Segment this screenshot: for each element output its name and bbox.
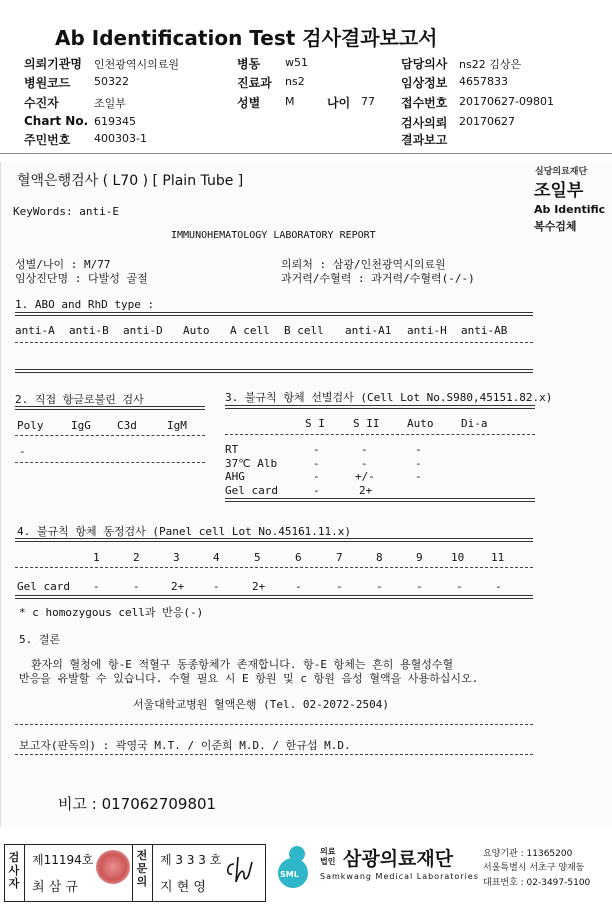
screening-col-s1: S I (305, 417, 325, 430)
abo-col-a-cell: A cell (230, 324, 270, 337)
panel-result: - (336, 580, 343, 593)
header-value-department: ns2 (285, 75, 305, 88)
divider (225, 434, 535, 435)
header-label-clinical-info: 임상정보 (401, 76, 448, 90)
header-value-resident-no: 400303-1 (94, 132, 147, 145)
panel-result: - (213, 580, 220, 593)
header-value-test-request: 20170627 (459, 115, 515, 128)
specialist-label: 전문의 (136, 849, 148, 888)
screening-cell: - (361, 457, 368, 470)
abo-rhd-title: 1. ABO and RhD type : (15, 298, 155, 311)
abo-col-anti-a: anti-A (15, 324, 55, 337)
divider (15, 754, 533, 755)
screening-cell: +/- (355, 470, 375, 483)
report-title: Ab Identification Test 검사결과보고서 (55, 26, 438, 50)
org-name: 삼광의료재단 (343, 848, 454, 870)
screening-cell: - (313, 457, 320, 470)
divider (15, 462, 205, 463)
diagnosis: 임상진단명 : 다발성 골절 (15, 272, 148, 285)
screening-col-auto: Auto (407, 417, 434, 430)
panel-cell-number: 2 (133, 551, 140, 564)
divider (15, 435, 205, 436)
dat-col-poly: Poly (17, 419, 44, 432)
panel-result: - (93, 580, 100, 593)
sml-logo-icon (273, 842, 317, 892)
org-english-name: Samkwang Medical Laboratories (320, 872, 479, 881)
conclusion-title: 5. 결론 (19, 633, 61, 646)
header-label-sex: 성별 (237, 96, 261, 110)
abo-col-anti-d: anti-D (123, 324, 163, 337)
blood-bank-contact: 서울대학교병원 혈액은행 (Tel. 02-2072-2504) (133, 698, 389, 711)
header-label-doctor: 담당의사 (401, 57, 448, 71)
abo-col-anti-h: anti-H (407, 324, 447, 337)
header-value-hospital-code: 50322 (94, 75, 129, 88)
dat-title: 2. 직접 항글로불린 검사 (15, 393, 144, 406)
dat-col-c3d: C3d (117, 419, 137, 432)
red-seal-icon (96, 850, 130, 884)
header-value-institution: 인천광역시의료원 (94, 58, 180, 71)
panel-result: - (376, 580, 383, 593)
panel-cell-number: 10 (451, 551, 465, 564)
screening-cell: - (415, 443, 422, 456)
panel-title: 4. 불규칙 항체 동정검사 (Panel cell Lot No.45161.11.x) (17, 525, 352, 538)
panel-result: - (416, 580, 423, 593)
panel-cell-number: 11 (491, 551, 505, 564)
abo-col-b-cell: B cell (284, 324, 324, 337)
panel-result: 2+ (171, 580, 185, 593)
divider (15, 369, 533, 373)
inspector-name: 최 삼 규 (32, 880, 78, 895)
header-label-institution: 의뢰기관명 (24, 57, 82, 71)
divider (15, 595, 533, 599)
header-label-test-request: 검사의뢰 (401, 116, 448, 130)
panel-result: 2+ (252, 580, 266, 593)
header-label-receipt-no: 접수번호 (401, 96, 448, 110)
panel-result: - (495, 580, 502, 593)
divider (24, 844, 25, 902)
panel-cell-number: 3 (173, 551, 180, 564)
screening-title: 3. 불규칙 항체 선별검사 (Cell Lot No.S980,45151.82.x) (225, 391, 553, 404)
screening-col-dia: Di-a (461, 417, 488, 430)
header-divider (0, 153, 612, 154)
org-prefix: 의료법인 (320, 847, 336, 866)
divider (15, 312, 533, 316)
screening-cell: - (313, 443, 320, 456)
section-title: 혈액은행검사 ( L70 ) [ Plain Tube ] (17, 173, 244, 189)
dat-col-igm: IgM (167, 419, 187, 432)
divider (225, 498, 535, 502)
dat-value: - (19, 445, 26, 458)
panel-cell-number: 4 (213, 551, 220, 564)
panel-result: - (295, 580, 302, 593)
abo-col-anti-b: anti-B (69, 324, 109, 337)
panel-result: - (456, 580, 463, 593)
header-label-department: 진료과 (237, 76, 272, 90)
transfusion-history: 과거력/수혈력 : 과거력/수혈력(-/-) (281, 272, 475, 285)
panel-cell-number: 7 (336, 551, 343, 564)
org-address: 서울특별시 서초구 양재동 (483, 863, 585, 873)
org-logo-text: SML (280, 870, 299, 879)
stamp-patient-name: 조일부 (534, 181, 584, 201)
divider (15, 342, 533, 343)
header-label-hospital-code: 병원코드 (24, 76, 71, 90)
header-label-patient: 수진자 (24, 96, 59, 110)
specialist-name: 지 현 영 (160, 880, 206, 895)
divider (15, 567, 533, 568)
stamp-test-name: Ab Identific (534, 203, 606, 216)
header-value-ward: w51 (285, 56, 308, 69)
header-value-age: 77 (361, 95, 375, 108)
divider (15, 406, 205, 410)
screening-cell: - (415, 457, 422, 470)
screening-row-label: 37℃ Alb (225, 457, 278, 470)
panel-cell-number: 8 (376, 551, 383, 564)
remark: 비고 : 017062709801 (58, 795, 217, 813)
header-value-sex: M (285, 95, 295, 108)
abo-col-anti-ab: anti-AB (461, 324, 508, 337)
footer (0, 838, 612, 907)
header-label-chart-no: Chart No. (24, 114, 89, 128)
divider (152, 844, 153, 902)
dat-col-igg: IgG (71, 419, 91, 432)
sex-age: 성별/나이 : M/77 (15, 258, 111, 271)
header-value-clinical-info: 4657833 (459, 75, 508, 88)
signature-icon (222, 852, 262, 888)
header-label-age: 나이 (327, 96, 351, 110)
stamp-multiple-sample: 복수검체 (534, 220, 577, 233)
panel-cell-number: 9 (416, 551, 423, 564)
screening-cell: - (361, 443, 368, 456)
requester: 의뢰처 : 삼광/인천광역시의료원 (281, 258, 446, 271)
header-label-result-report: 결과보고 (401, 133, 448, 147)
org-code: 요양기관 : 11365200 (483, 849, 573, 859)
conclusion-line-2: 반응을 유발할 수 있습니다. 수혈 필요 시 E 항원 및 c 항원 음성 혈액을 사용하십시오. (19, 672, 479, 685)
divider (15, 538, 533, 542)
abo-col-anti-a1: anti-A1 (345, 324, 392, 337)
header-label-resident-no: 주민번호 (24, 133, 71, 147)
screening-col-s2: S II (353, 417, 380, 430)
screening-row-label: RT (225, 443, 239, 456)
scanned-report (0, 162, 612, 827)
keywords: KeyWords: anti-E (13, 205, 119, 218)
divider (15, 724, 533, 725)
header-value-doctor: ns22 김상은 (459, 58, 522, 71)
panel-row-label: Gel card (17, 580, 70, 593)
inspector-license: 제11194호 (32, 853, 94, 867)
header-label-ward: 병동 (237, 57, 261, 71)
abo-col-auto: Auto (183, 324, 210, 337)
divider (132, 844, 133, 902)
stamp-org: 실당의료재단 (535, 167, 588, 177)
screening-cell: - (313, 484, 320, 497)
reporters: 보고자(판독의) : 곽영국 M.T. / 이준희 M.D. / 한규섭 M.D. (19, 739, 351, 752)
screening-row-label: Gel card (225, 484, 278, 497)
screening-cell: 2+ (359, 484, 373, 497)
conclusion-line-1: 환자의 혈청에 항-E 적혈구 동종항체가 존재합니다. 항-E 항체는 흔히 용혈성수혈 (31, 658, 454, 671)
header-value-patient: 조일부 (94, 97, 126, 110)
divider (225, 405, 535, 409)
panel-cell-number: 5 (254, 551, 261, 564)
header-value-receipt-no: 20170627-09801 (459, 95, 554, 108)
header-value-chart-no: 619345 (94, 115, 136, 128)
inspector-label: 검사자 (8, 851, 20, 890)
screening-row-label: AHG (225, 470, 245, 483)
report-heading: IMMUNOHEMATOLOGY LABORATORY REPORT (171, 230, 376, 241)
screening-cell: - (415, 470, 422, 483)
panel-result: - (133, 580, 140, 593)
panel-note: * c homozygous cell과 반응(-) (19, 606, 204, 619)
screening-cell: - (313, 470, 320, 483)
specialist-license: 제 3 3 3 호 (160, 853, 222, 867)
org-phone: 대표번호 : 02-3497-5100 (483, 878, 591, 888)
panel-cell-number: 6 (295, 551, 302, 564)
panel-cell-number: 1 (93, 551, 100, 564)
